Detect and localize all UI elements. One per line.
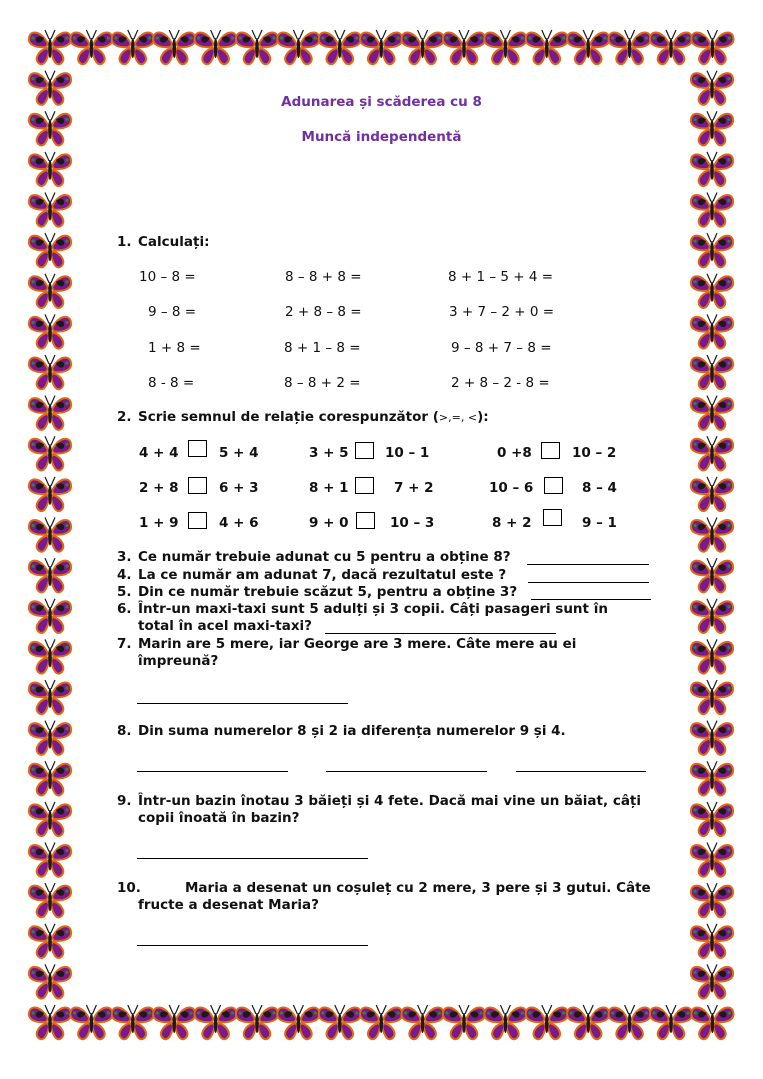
compare-left: 8 + 1 bbox=[309, 480, 349, 496]
butterfly-icon bbox=[691, 843, 733, 877]
q7-number: 7. bbox=[117, 636, 132, 652]
answer-box[interactable] bbox=[355, 442, 374, 459]
butterfly-icon bbox=[236, 30, 278, 64]
butterfly-icon bbox=[29, 843, 71, 877]
butterfly-icon bbox=[360, 30, 402, 64]
butterfly-icon bbox=[691, 964, 733, 998]
answer-line[interactable] bbox=[528, 582, 649, 583]
q1-expr: 8 + 1 – 8 = bbox=[284, 340, 361, 356]
butterfly-icon bbox=[29, 193, 71, 227]
q3-number: 3. bbox=[117, 549, 132, 565]
answer-line[interactable] bbox=[137, 703, 348, 704]
answer-box[interactable] bbox=[543, 509, 562, 526]
answer-box[interactable] bbox=[355, 477, 374, 494]
q8-text: Din suma numerelor 8 și 2 ia diferența numerelor 9 și 4. bbox=[138, 723, 566, 739]
butterfly-icon bbox=[402, 30, 444, 64]
answer-box[interactable] bbox=[544, 477, 563, 494]
compare-left: 1 + 9 bbox=[139, 515, 179, 531]
q1-expr: 9 – 8 + 7 – 8 = bbox=[451, 340, 552, 356]
butterfly-icon bbox=[29, 639, 71, 673]
butterfly-icon bbox=[29, 599, 71, 633]
q10-line1: Maria a desenat un coșuleț cu 2 mere, 3 pere și 3 gutui. Câte bbox=[185, 880, 651, 896]
q2-number: 2. bbox=[117, 409, 132, 425]
butterfly-icon bbox=[29, 964, 71, 998]
q1-number: 1. bbox=[117, 234, 132, 250]
answer-box[interactable] bbox=[541, 442, 560, 459]
q1-expr: 9 – 8 = bbox=[148, 304, 197, 320]
q10-line2: fructe a desenat Maria? bbox=[138, 897, 319, 913]
butterfly-icon bbox=[29, 355, 71, 389]
answer-line[interactable] bbox=[137, 771, 288, 772]
butterfly-icon bbox=[691, 518, 733, 552]
butterfly-icon bbox=[691, 639, 733, 673]
butterfly-icon bbox=[691, 558, 733, 592]
butterfly-icon bbox=[29, 436, 71, 470]
compare-right: 6 + 3 bbox=[219, 480, 259, 496]
answer-box[interactable] bbox=[188, 477, 207, 494]
answer-line[interactable] bbox=[531, 599, 651, 600]
answer-line[interactable] bbox=[137, 945, 368, 946]
butterfly-icon bbox=[29, 274, 71, 308]
butterfly-icon bbox=[29, 477, 71, 511]
compare-left: 3 + 5 bbox=[309, 445, 349, 461]
answer-box[interactable] bbox=[188, 440, 207, 457]
butterfly-icon bbox=[691, 314, 733, 348]
answer-line[interactable] bbox=[137, 858, 368, 859]
butterfly-icon bbox=[567, 1005, 609, 1039]
q1-expr: 10 – 8 = bbox=[139, 269, 196, 285]
q9-number: 9. bbox=[117, 793, 132, 809]
compare-right: 10 – 3 bbox=[390, 515, 435, 531]
q9-line2: copii înoată în bazin? bbox=[138, 810, 300, 826]
butterfly-icon bbox=[691, 396, 733, 430]
q1-expr: 8 – 8 + 8 = bbox=[285, 269, 362, 285]
butterfly-icon bbox=[29, 761, 71, 795]
q1-expr: 3 + 7 – 2 + 0 = bbox=[449, 304, 555, 320]
answer-line[interactable] bbox=[527, 564, 649, 565]
butterfly-icon bbox=[567, 30, 609, 64]
butterfly-icon bbox=[277, 1005, 319, 1039]
q1-expr: 8 + 1 – 5 + 4 = bbox=[448, 269, 554, 285]
page-subtitle: Muncă independentă bbox=[301, 129, 462, 145]
butterfly-icon bbox=[691, 680, 733, 714]
butterfly-icon bbox=[319, 30, 361, 64]
butterfly-icon bbox=[29, 314, 71, 348]
butterfly-icon bbox=[443, 1005, 485, 1039]
butterfly-icon bbox=[29, 924, 71, 958]
q6-line1: Într-un maxi-taxi sunt 5 adulți și 3 copii. Câți pasageri sunt în bbox=[138, 601, 608, 617]
compare-right: 5 + 4 bbox=[219, 445, 259, 461]
butterfly-icon bbox=[112, 30, 154, 64]
butterfly-icon bbox=[360, 1005, 402, 1039]
butterfly-icon bbox=[484, 30, 526, 64]
page-title: Adunarea și scăderea cu 8 bbox=[281, 94, 482, 110]
q10-number: 10. bbox=[117, 880, 141, 896]
q1-label: Calculați: bbox=[138, 234, 210, 250]
butterfly-icon bbox=[526, 1005, 568, 1039]
butterfly-icon bbox=[609, 1005, 651, 1039]
butterfly-icon bbox=[29, 30, 71, 64]
butterfly-icon bbox=[691, 30, 733, 64]
butterfly-icon bbox=[650, 1005, 692, 1039]
butterfly-icon bbox=[650, 30, 692, 64]
butterfly-icon bbox=[609, 30, 651, 64]
compare-right: 7 + 2 bbox=[394, 480, 434, 496]
answer-line[interactable] bbox=[516, 771, 646, 772]
butterfly-icon bbox=[691, 274, 733, 308]
q1-expr: 2 + 8 – 8 = bbox=[285, 304, 362, 320]
compare-left: 10 – 6 bbox=[489, 480, 534, 496]
butterfly-icon bbox=[691, 802, 733, 836]
q8-number: 8. bbox=[117, 723, 132, 739]
butterfly-icon bbox=[29, 802, 71, 836]
butterfly-icon bbox=[29, 233, 71, 267]
butterfly-icon bbox=[691, 436, 733, 470]
q5-text: Din ce număr trebuie scăzut 5, pentru a obține 3? bbox=[138, 584, 518, 600]
butterfly-icon bbox=[153, 1005, 195, 1039]
butterfly-icon bbox=[691, 599, 733, 633]
butterfly-icon bbox=[70, 1005, 112, 1039]
butterfly-icon bbox=[443, 30, 485, 64]
butterfly-icon bbox=[112, 1005, 154, 1039]
q4-text: La ce număr am adunat 7, dacă rezultatul este ? bbox=[138, 567, 507, 583]
q7-line2: împreună? bbox=[138, 653, 219, 669]
butterfly-icon bbox=[319, 1005, 361, 1039]
answer-box[interactable] bbox=[188, 512, 207, 529]
butterfly-icon bbox=[153, 30, 195, 64]
butterfly-icon bbox=[691, 721, 733, 755]
butterfly-icon bbox=[29, 518, 71, 552]
compare-left: 0 +8 bbox=[497, 445, 532, 461]
butterfly-icon bbox=[691, 193, 733, 227]
butterfly-icon bbox=[29, 1005, 71, 1039]
answer-box[interactable] bbox=[356, 512, 375, 529]
butterfly-icon bbox=[70, 30, 112, 64]
butterfly-icon bbox=[691, 233, 733, 267]
butterfly-icon bbox=[195, 30, 237, 64]
butterfly-icon bbox=[29, 396, 71, 430]
compare-left: 2 + 8 bbox=[139, 480, 179, 496]
q1-expr: 1 + 8 = bbox=[148, 340, 201, 356]
answer-line[interactable] bbox=[325, 633, 556, 634]
butterfly-icon bbox=[691, 883, 733, 917]
q1-expr: 2 + 8 – 2 - 8 = bbox=[451, 375, 550, 391]
butterfly-icon bbox=[691, 924, 733, 958]
butterfly-icon bbox=[691, 477, 733, 511]
answer-line[interactable] bbox=[326, 771, 487, 772]
butterfly-icon bbox=[29, 721, 71, 755]
q4-number: 4. bbox=[117, 567, 132, 583]
q1-expr: 8 – 8 + 2 = bbox=[284, 375, 361, 391]
q1-expr: 8 - 8 = bbox=[148, 375, 195, 391]
q3-text: Ce număr trebuie adunat cu 5 pentru a obține 8? bbox=[138, 549, 511, 565]
butterfly-icon bbox=[277, 30, 319, 64]
butterfly-icon bbox=[29, 152, 71, 186]
q2-label: Scrie semnul de relație corespunzător (>,=, <): bbox=[138, 409, 489, 425]
butterfly-icon bbox=[484, 1005, 526, 1039]
butterfly-icon bbox=[402, 1005, 444, 1039]
compare-right: 8 – 4 bbox=[582, 480, 617, 496]
q6-line2: total în acel maxi-taxi? bbox=[138, 618, 312, 634]
q7-line1: Marin are 5 mere, iar George are 3 mere. Câte mere au ei bbox=[138, 636, 577, 652]
butterfly-icon bbox=[29, 558, 71, 592]
compare-left: 4 + 4 bbox=[139, 445, 179, 461]
butterfly-icon bbox=[691, 152, 733, 186]
butterfly-icon bbox=[195, 1005, 237, 1039]
q9-line1: Într-un bazin înotau 3 băieți și 4 fete. Dacă mai vine un băiat, câți bbox=[138, 793, 642, 809]
compare-left: 8 + 2 bbox=[492, 515, 532, 531]
q6-number: 6. bbox=[117, 601, 132, 617]
butterfly-icon bbox=[691, 1005, 733, 1039]
q5-number: 5. bbox=[117, 584, 132, 600]
compare-right: 10 – 2 bbox=[572, 445, 617, 461]
butterfly-icon bbox=[236, 1005, 278, 1039]
compare-right: 10 – 1 bbox=[385, 445, 430, 461]
butterfly-icon bbox=[29, 680, 71, 714]
compare-right: 4 + 6 bbox=[219, 515, 259, 531]
butterfly-icon bbox=[691, 761, 733, 795]
butterfly-icon bbox=[29, 883, 71, 917]
compare-right: 9 – 1 bbox=[582, 515, 617, 531]
butterfly-icon bbox=[526, 30, 568, 64]
compare-left: 9 + 0 bbox=[309, 515, 349, 531]
butterfly-icon bbox=[691, 355, 733, 389]
